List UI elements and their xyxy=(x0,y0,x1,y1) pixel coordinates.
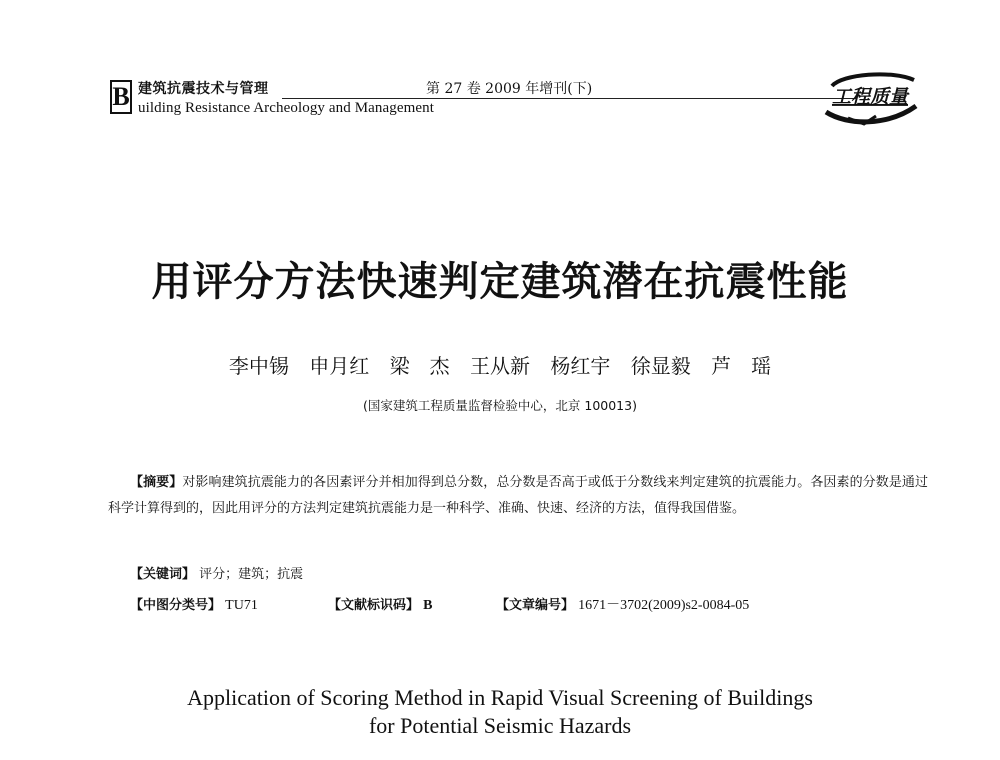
abstract-label: 【摘要】 xyxy=(130,475,183,490)
english-title-line2: for Potential Seismic Hazards xyxy=(368,713,632,738)
journal-logo: B xyxy=(110,80,132,114)
author: 芦 瑶 xyxy=(711,354,772,378)
author: 申月红 xyxy=(309,354,370,378)
author: 梁 杰 xyxy=(389,354,450,378)
author: 李中锡 xyxy=(228,354,289,378)
article-label: 【文章编号】 xyxy=(496,598,575,613)
journal-header xyxy=(110,76,922,136)
english-title xyxy=(0,684,1000,740)
document-code xyxy=(328,594,433,614)
article-number xyxy=(496,594,749,614)
keywords-label: 【关键词】 xyxy=(130,567,196,582)
classification-row xyxy=(130,594,890,614)
issue-info: 第 27 卷 2009 年增刊(下) xyxy=(420,78,598,98)
clc-label: 【中图分类号】 xyxy=(130,598,222,613)
author: 徐显毅 xyxy=(630,354,691,378)
paper-title: 用评分方法快速判定建筑潜在抗震性能 xyxy=(151,259,849,305)
article-value: 1671－3702(2009)s2-0084-05 xyxy=(578,598,750,613)
quality-logo-text: 工程质量 xyxy=(831,86,909,108)
keywords xyxy=(130,563,303,582)
english-title-line1: Application of Scoring Method in Rapid Visual Screening of Buildings xyxy=(187,685,813,710)
author-list xyxy=(0,350,1000,379)
doc-label: 【文献标识码】 xyxy=(328,598,420,613)
clc-value: TU71 xyxy=(225,598,258,613)
keywords-text: 评分；建筑；抗震 xyxy=(199,567,304,582)
quality-logo-icon xyxy=(818,72,922,128)
affiliation: (国家建筑工程质量监督检验中心，北京 100013) xyxy=(363,398,637,413)
doc-value: B xyxy=(423,598,433,613)
header-rule xyxy=(282,98,856,99)
clc-number xyxy=(130,594,258,614)
author: 杨红宇 xyxy=(550,354,611,378)
author: 王从新 xyxy=(470,354,530,378)
journal-name-cn: 建筑抗震技术与管理 xyxy=(138,81,269,97)
journal-name-en: uilding Resistance Archeology and Management xyxy=(138,100,434,116)
abstract xyxy=(108,470,928,522)
abstract-text: 对影响建筑抗震能力的各因素评分并相加得到总分数，总分数是否高于或低于分数线来判定建筑的抗震能力。各因素的分数是通过科学计算得到的，因此用评分的方法判定建筑抗震能力是一种科学、准确、快速、经济的方法，值得我国借鉴。 xyxy=(108,475,928,516)
